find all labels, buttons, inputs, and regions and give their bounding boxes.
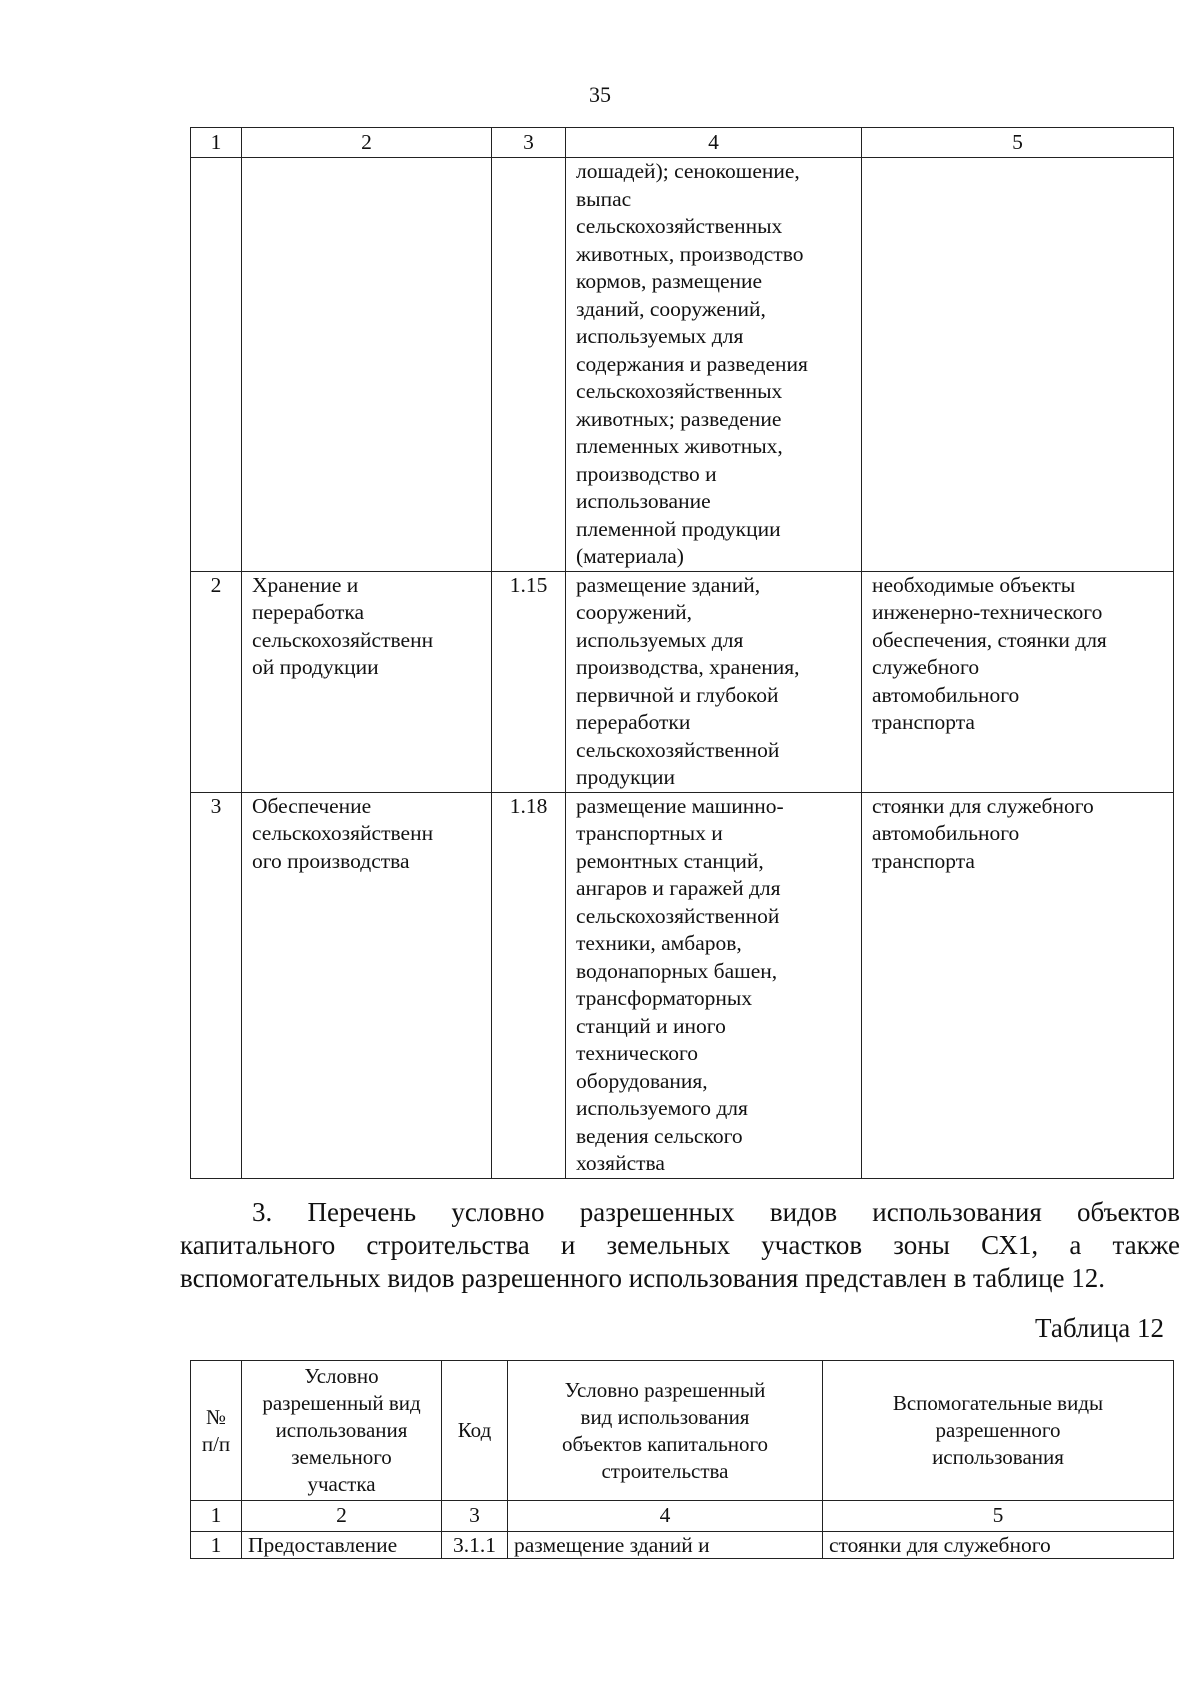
cell-line: сооружений, — [576, 600, 692, 624]
cell-line: станций и иного — [576, 1013, 726, 1038]
land-use-table-continued — [190, 127, 1174, 1179]
column-number: 1 — [191, 128, 242, 158]
cell-line: ой продукции — [252, 655, 379, 679]
cell-line: обеспечения, стоянки для — [872, 627, 1107, 652]
row-code — [492, 158, 566, 572]
table-row — [191, 1532, 1174, 1559]
row-description: размещение зданий и — [508, 1532, 823, 1559]
header-line: Условно — [304, 1364, 379, 1388]
cell-line: трансформаторных — [576, 986, 753, 1010]
row-description — [566, 158, 862, 572]
column-number: 5 — [862, 128, 1174, 158]
row-auxiliary — [862, 792, 1174, 1178]
column-number: 3 — [442, 1501, 508, 1532]
cell-line: стоянки для служебного — [872, 793, 1094, 818]
cell-line: содержания и разведения — [576, 351, 808, 376]
header-line: использования — [275, 1418, 408, 1442]
row-auxiliary: стоянки для служебного — [823, 1532, 1174, 1559]
header-code — [442, 1361, 508, 1501]
header-line: участка — [307, 1472, 376, 1496]
header-line: строительства — [601, 1458, 729, 1483]
header-line: п/п — [201, 1431, 231, 1456]
row-number: 2 — [191, 571, 242, 792]
table-caption: Таблица 12 — [1035, 1313, 1164, 1343]
cell-line: используемого для — [576, 1096, 748, 1120]
cell-line: инженерно-технического — [872, 600, 1103, 624]
cell-line: транспортных и — [576, 821, 723, 845]
cell-line: служебного — [872, 655, 980, 679]
header-line: вид использования — [580, 1404, 750, 1429]
row-code: 1.15 — [492, 571, 566, 792]
paragraph-line: 3. Перечень условно разрешенных видов использования объектов — [252, 1197, 1180, 1227]
cell-line: производства, хранения, — [576, 655, 800, 679]
row-description — [566, 571, 862, 792]
header-line: использования — [932, 1445, 1064, 1469]
column-number: 5 — [823, 1501, 1174, 1532]
cell-line: зданий, сооружений, — [576, 296, 766, 321]
cell-line: сельскохозяйственных — [576, 379, 783, 403]
row-code: 3.1.1 — [442, 1532, 508, 1559]
cell-line: водонапорных башен, — [576, 958, 778, 983]
cell-line: (материала) — [576, 544, 684, 568]
cell-line: ангаров и гаражей для — [576, 876, 781, 900]
cell-line: хозяйства — [576, 1151, 665, 1175]
header-line: объектов капитального — [561, 1431, 769, 1456]
cell-line: ого производства — [252, 848, 410, 873]
cell-line: животных, производство — [576, 241, 804, 266]
row-number — [191, 158, 242, 572]
cell-line: необходимые объекты — [872, 572, 1076, 597]
row-description — [566, 792, 862, 1178]
row-number: 1 — [191, 1532, 242, 1559]
cell-line: использование — [576, 489, 711, 513]
column-number: 3 — [492, 128, 566, 158]
cell-line: размещение машинно- — [576, 793, 784, 818]
cell-line: размещение зданий, — [576, 572, 761, 597]
cell-line: выпас — [576, 186, 632, 211]
cell-line: автомобильного — [872, 821, 1020, 845]
row-auxiliary — [862, 571, 1174, 792]
table-column-numbers — [191, 1501, 1174, 1532]
cell-line: автомобильного — [872, 682, 1020, 707]
column-number: 4 — [566, 128, 862, 158]
row-number: 3 — [191, 792, 242, 1178]
cell-line: сельскохозяйственных — [576, 214, 783, 238]
page-number: 35 — [589, 82, 611, 107]
header-line: разрешенный вид — [262, 1391, 421, 1415]
cell-line: первичной и глубокой — [576, 682, 779, 707]
cell-line: сельскохозяйственн — [252, 627, 434, 652]
cell-line: транспорта — [872, 710, 975, 734]
cell-line: используемых для — [576, 627, 744, 652]
table-header-row — [191, 1361, 1174, 1501]
cell-line: переработка — [252, 600, 365, 624]
cell-line: оборудования, — [576, 1068, 708, 1093]
cell-line: кормов, размещение — [576, 269, 763, 293]
table-row — [191, 792, 1174, 1178]
row-code: 1.18 — [492, 792, 566, 1178]
cell-line: технического — [576, 1041, 698, 1065]
cell-line: используемых для — [576, 324, 744, 348]
cell-line: ведения сельского — [576, 1123, 743, 1148]
paragraph-line: капитального строительства и земельных участков зоны СХ1, а также — [180, 1230, 1180, 1260]
column-number: 2 — [242, 1501, 442, 1532]
table-column-numbers — [191, 128, 1174, 158]
header-line: земельного — [291, 1445, 392, 1469]
cell-line: племенной продукции — [576, 516, 781, 541]
cell-line: переработки — [576, 710, 691, 734]
header-number — [191, 1361, 242, 1501]
header-capital-use — [508, 1361, 823, 1501]
column-number: 4 — [508, 1501, 823, 1532]
header-line: разрешенного — [935, 1418, 1061, 1442]
row-land-use — [242, 792, 492, 1178]
cell-line: племенных животных, — [576, 434, 783, 458]
cell-line: животных; разведение — [576, 406, 782, 431]
row-land-use: Предоставление — [242, 1532, 442, 1559]
paragraph-line: вспомогательных видов разрешенного использования представлен в таблице 12. — [180, 1263, 1106, 1293]
cell-line: сельскохозяйственн — [252, 821, 434, 845]
header-line: Вспомогательные виды — [892, 1391, 1104, 1415]
cell-line: Обеспечение — [252, 793, 372, 818]
table-row — [191, 158, 1174, 572]
cell-line: ремонтных станций, — [576, 848, 764, 873]
column-number: 1 — [191, 1501, 242, 1532]
cell-line: техники, амбаров, — [576, 931, 742, 955]
header-line: № — [205, 1404, 227, 1429]
cell-line: Хранение и — [252, 572, 359, 597]
row-land-use — [242, 158, 492, 572]
row-auxiliary — [862, 158, 1174, 572]
column-number: 2 — [242, 128, 492, 158]
table-row — [191, 571, 1174, 792]
header-land-use — [242, 1361, 442, 1501]
cell-line: сельскохозяйственной — [576, 903, 780, 928]
header-line: Код — [457, 1418, 492, 1442]
cell-line: сельскохозяйственной — [576, 737, 780, 762]
section-paragraph — [180, 1196, 1180, 1295]
cell-line: лошадей); сенокошение, — [576, 159, 800, 183]
header-line: Условно разрешенный — [564, 1377, 766, 1402]
header-auxiliary — [823, 1361, 1174, 1501]
cell-line: производство и — [576, 461, 717, 486]
row-land-use — [242, 571, 492, 792]
cell-line: транспорта — [872, 848, 975, 873]
conditional-use-table — [190, 1360, 1174, 1559]
cell-line: продукции — [576, 765, 676, 789]
